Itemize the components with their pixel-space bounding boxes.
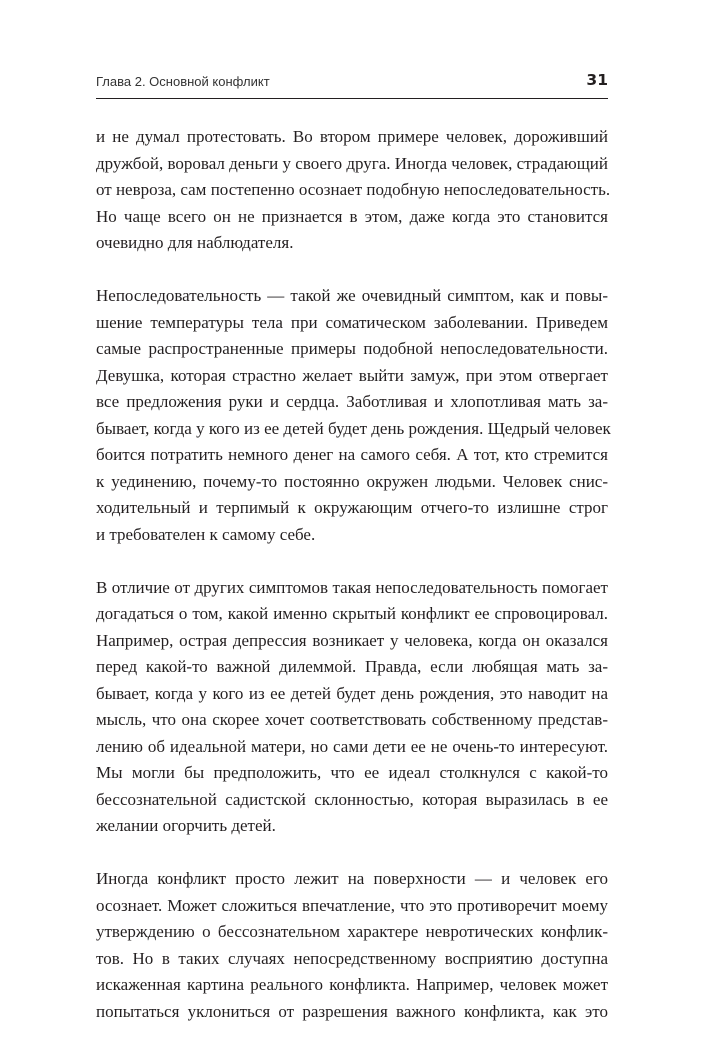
text-line: бывает, когда у кого из ее детей будет день рождения. Щедрый человек — [96, 418, 611, 438]
chapter-title: Глава 2. Основной конфликт — [96, 74, 270, 89]
text-line: дружбой, воровал деньги у своего друга. Иногда человек, страдающий — [96, 153, 608, 173]
text-line: мысль, что она скорее хочет соответствовать собственному представ- — [96, 710, 608, 729]
text-line: тов. Но в таких случаях непосредственному восприятию доступна — [96, 948, 608, 968]
text-line: Девушка, которая страстно желает выйти замуж, при этом отвергает — [96, 365, 608, 385]
text-line: и требователен к самому себе. — [96, 524, 316, 544]
text-line: к уединению, почему-то постоянно окружен людьми. Человек снис- — [96, 471, 608, 491]
text-line: ходительный и терпимый к окружающим отчего-то излишне строг — [96, 498, 608, 517]
text-line: бессознательной садистской склонностью, которая выразилась в ее — [96, 789, 608, 809]
text-line: догадаться о том, какой именно скрытый конфликт ее спровоцировал. — [96, 604, 608, 623]
paragraph — [96, 124, 611, 257]
text-line: Иногда конфликт просто лежит на поверхности — и человек его — [96, 869, 608, 888]
text-line: боится потратить немного денег на самого себя. А тот, кто стремится — [96, 445, 608, 464]
paragraph — [96, 283, 611, 548]
text-line: В отличие от других симптомов такая непоследовательность помогает — [96, 577, 608, 597]
text-line: самые распространенные примеры подобной непоследовательности. — [96, 339, 608, 358]
text-line: перед какой-то важной дилеммой. Правда, если любящая мать за- — [96, 657, 608, 676]
text-line: все предложения руки и сердца. Заботливая и хлопотливая мать за- — [96, 392, 608, 411]
text-line: бывает, когда у кого из ее детей будет день рождения, это наводит на — [96, 683, 608, 703]
text-line: искаженная картина реального конфликта. Например, человек может — [96, 975, 608, 994]
text-line: от невроза, сам постепенно осознает подобную непоследовательность. — [96, 180, 611, 199]
paragraph — [96, 575, 608, 840]
text-line: Мы могли бы предположить, что ее идеал столкнулся с какой-то — [96, 763, 608, 782]
text-line: желании огорчить детей. — [96, 816, 276, 835]
text-line: Например, острая депрессия возникает у человека, когда он оказался — [96, 630, 608, 650]
text-line: попытаться уклониться от разрешения важного конфликта, как это — [96, 1001, 608, 1021]
text-line: осознает. Может сложиться впечатление, что это противоречит моему — [96, 895, 608, 915]
text-line: очевидно для наблюдателя. — [96, 233, 294, 252]
text-line: шение температуры тела при соматическом заболевании. Приведем — [96, 312, 608, 332]
text-line: утверждению о бессознательном характере невротических конфлик- — [96, 922, 608, 941]
body-text — [96, 124, 611, 1052]
text-line: Но чаще всего он не признается в этом, даже когда это становится — [96, 206, 608, 226]
paragraph — [96, 866, 608, 1025]
text-line: и не думал протестовать. Во втором примере человек, дороживший — [96, 127, 608, 146]
text-line: Непоследовательность — такой же очевидный симптом, как и повы- — [96, 286, 608, 305]
page-number: 31 — [586, 71, 608, 89]
text-line: лению об идеальной матери, но сами дети ее не очень-то интересуют. — [96, 736, 608, 756]
running-header — [96, 70, 608, 99]
